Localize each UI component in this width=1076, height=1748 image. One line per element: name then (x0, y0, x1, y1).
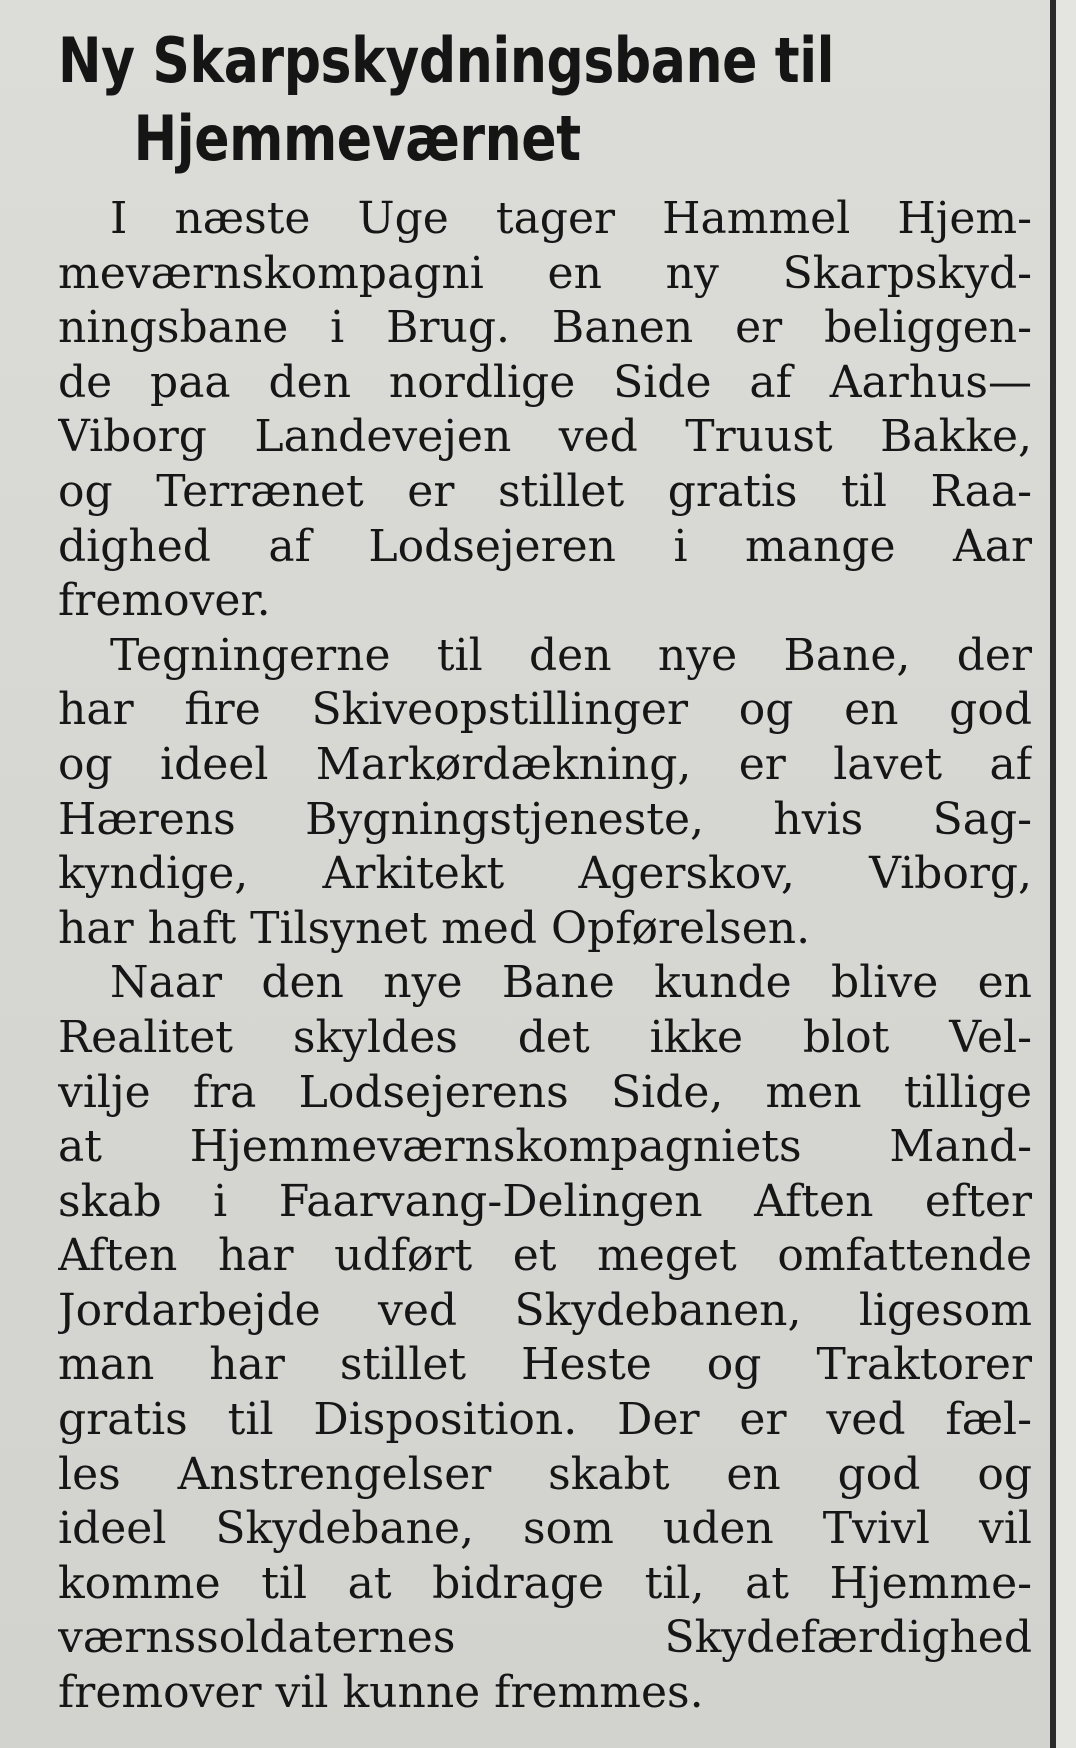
text-line: har haft Tilsynet med Opførelsen. (58, 902, 811, 954)
text-line: værnssoldaternes Skydefærdighed (58, 1612, 1032, 1664)
text-line: fremover vil kunne fremmes. (58, 1667, 704, 1719)
text-line: at Hjemmeværnskompagniets Mand- (58, 1121, 1032, 1173)
text-line: komme til at bidrage til, at Hjemme- (58, 1557, 1032, 1609)
text-line: Naar den nye Bane kunde blive en (110, 957, 1032, 1009)
page-margin (1056, 0, 1076, 1748)
paragraph-3 (58, 956, 1032, 1720)
text-line: man har stillet Heste og Traktorer (58, 1339, 1032, 1391)
headline-line-2: Hjemmeværnet (133, 102, 581, 175)
text-line: I næste Uge tager Hammel Hjem- (110, 193, 1032, 244)
text-line: kyndige, Arkitekt Agerskov, Viborg, (58, 848, 1032, 900)
text-line: Tegningerne til den nye Bane, der (110, 629, 1032, 681)
paragraph-1 (58, 192, 1032, 629)
text-line: ideel Skydebane, som uden Tvivl vil (58, 1503, 1032, 1555)
headline-line-1: Ny Skarpskydningsbane til (58, 24, 835, 97)
text-line: og Terrænet er stillet gratis til Raa- (58, 465, 1032, 517)
text-line: ningsbane i Brug. Banen er beliggen- (58, 302, 1032, 354)
text-line: les Anstrengelser skabt en god og (58, 1448, 1032, 1500)
text-line: fremover. (58, 575, 271, 627)
text-line: meværnskompagni en ny Skarpskyd- (58, 247, 1032, 299)
text-line: Realitet skyldes det ikke blot Vel- (58, 1011, 1032, 1063)
text-line: gratis til Disposition. Der er ved fæl- (58, 1394, 1032, 1446)
paragraph-2 (58, 629, 1032, 957)
text-line: Viborg Landevejen ved Truust Bakke, (58, 411, 1032, 463)
article-body (58, 192, 1032, 1721)
text-line: Aften har udført et meget omfattende (58, 1230, 1032, 1282)
text-line: dighed af Lodsejeren i mange Aar (58, 520, 1032, 572)
text-line: Jordarbejde ved Skydebanen, ligesom (58, 1284, 1032, 1336)
text-line: skab i Faarvang-Delingen Aften efter (58, 1175, 1032, 1227)
text-line: har fire Skiveopstillinger og en god (58, 684, 1032, 736)
text-line: vilje fra Lodsejerens Side, men tillige (58, 1066, 1032, 1118)
text-line: og ideel Markørdækning, er lavet af (58, 738, 1032, 790)
text-line: Hærens Bygningstjeneste, hvis Sag- (58, 793, 1032, 845)
article-headline (58, 22, 834, 178)
text-line: de paa den nordlige Side af Aarhus— (58, 356, 1032, 408)
